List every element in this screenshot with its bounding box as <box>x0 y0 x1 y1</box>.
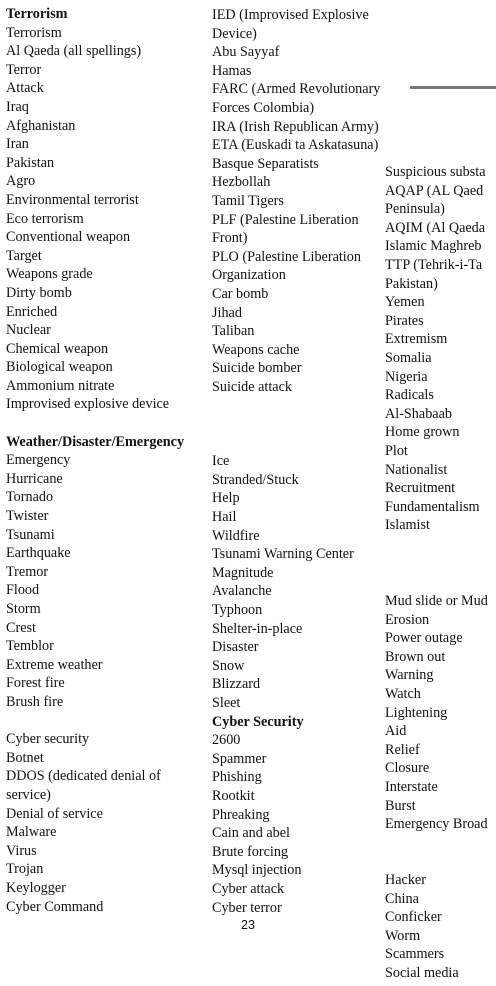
keyword-item: Tsunami <box>6 526 55 543</box>
keyword-item: IED (Improvised Explosive <box>212 7 369 23</box>
page-number: 23 <box>241 918 255 932</box>
keyword-item: Lightening <box>385 704 448 721</box>
keyword-item: Emergency <box>6 452 71 469</box>
keyword-item: Afghanistan <box>6 117 76 134</box>
keyword-item: Taliban <box>212 323 255 340</box>
keyword-item: Phishing <box>212 769 262 786</box>
keyword-item: Disaster <box>212 639 259 656</box>
keyword-item: Tsunami Warning Center <box>212 546 354 563</box>
keyword-item: Conventional weapon <box>6 229 131 246</box>
keyword-item: Worm <box>385 927 421 944</box>
keyword-item: Suspicious substa <box>385 164 486 180</box>
keyword-item: Temblor <box>6 638 54 655</box>
column-3-terrorism <box>385 163 486 535</box>
keyword-item: Agro <box>6 173 36 190</box>
keyword-item: Nuclear <box>6 322 51 339</box>
keyword-item: Radicals <box>385 387 434 404</box>
keyword-item: Botnet <box>6 749 44 766</box>
keyword-item: Fundamentalism <box>385 498 480 515</box>
keyword-item: Keylogger <box>6 879 66 896</box>
keyword-item: Sleet <box>212 694 241 711</box>
keyword-item: ETA (Euskadi ta Askatasuna) <box>212 137 379 154</box>
keyword-item: Nigeria <box>385 368 428 385</box>
keyword-item: Magnitude <box>212 564 274 581</box>
keyword-item: Iran <box>6 136 29 153</box>
keyword-item: Extremism <box>385 331 448 348</box>
keyword-item: Attack <box>6 80 44 97</box>
section-heading: Terrorism <box>6 6 68 22</box>
keyword-item: IRA (Irish Republican Army) <box>212 118 379 135</box>
keyword-item: Interstate <box>385 778 438 795</box>
keyword-item: Mysql injection <box>212 862 302 879</box>
keyword-item: service) <box>6 786 51 803</box>
keyword-item: Iraq <box>6 98 29 115</box>
keyword-item: Brown out <box>385 648 446 665</box>
keyword-item: Jihad <box>212 304 242 321</box>
keyword-item: Brush fire <box>6 693 64 710</box>
keyword-item: 2600 <box>212 732 241 749</box>
keyword-item: PLO (Palestine Liberation <box>212 248 361 265</box>
keyword-item: Flood <box>6 582 40 599</box>
keyword-item: Improvised explosive device <box>6 396 170 413</box>
keyword-item: Help <box>212 490 240 507</box>
keyword-item: AQAP (AL Qaed <box>385 182 484 199</box>
keyword-item: PLF (Palestine Liberation <box>212 211 359 228</box>
keyword-item: Tornado <box>6 489 54 506</box>
keyword-item: Burst <box>385 797 416 814</box>
spacer <box>6 414 184 433</box>
keyword-item: Yemen <box>385 294 425 311</box>
keyword-item: Cain and abel <box>212 825 291 842</box>
keyword-item: Scammers <box>385 946 445 963</box>
keyword-item: Islamist <box>385 517 430 534</box>
keyword-item: Twister <box>6 508 49 525</box>
keyword-item: Cyber Command <box>6 898 104 915</box>
keyword-item: Hezbollah <box>212 174 271 191</box>
keyword-item: Front) <box>212 230 248 247</box>
keyword-item: Car bomb <box>212 285 269 302</box>
keyword-item: Hail <box>212 509 237 526</box>
keyword-item: Storm <box>6 601 41 617</box>
keyword-item: AQIM (Al Qaeda <box>385 219 486 236</box>
keyword-item: Device) <box>212 25 257 42</box>
keyword-item: Peninsula) <box>385 201 445 218</box>
keyword-item: Pirates <box>385 312 424 329</box>
keyword-item: FARC (Armed Revolutionary <box>212 81 381 98</box>
keyword-item: Al-Shabaab <box>385 405 452 422</box>
keyword-item: Snow <box>212 657 245 674</box>
keyword-item: Erosion <box>385 611 430 628</box>
spacer <box>212 415 380 434</box>
keyword-item: Dirty bomb <box>6 284 72 301</box>
keyword-item: Brute forcing <box>212 843 289 860</box>
spacer <box>212 396 380 415</box>
keyword-item: Abu Sayyaf <box>212 44 280 61</box>
column-2 <box>212 6 380 917</box>
keyword-item: Chemical weapon <box>6 340 109 357</box>
keyword-item: Biological weapon <box>6 359 113 376</box>
keyword-item: Environmental terrorist <box>6 191 139 208</box>
keyword-item: Plot <box>385 442 408 459</box>
keyword-item: Conficker <box>385 909 442 926</box>
keyword-item: Closure <box>385 760 430 777</box>
column-1 <box>6 5 184 916</box>
keyword-item: Tremor <box>6 563 49 580</box>
keyword-item: Forces Colombia) <box>212 99 315 116</box>
keyword-item: Cyber security <box>6 731 90 748</box>
keyword-item: Cyber terror <box>212 899 282 916</box>
keyword-item: Relief <box>385 741 420 758</box>
keyword-item: Power outage <box>385 630 463 647</box>
keyword-item: Stranded/Stuck <box>212 471 299 488</box>
keyword-item: Home grown <box>385 424 460 441</box>
arrow-line <box>410 86 496 89</box>
keyword-item: Weapons grade <box>6 266 93 283</box>
keyword-item: Forest fire <box>6 675 65 692</box>
keyword-item: Terror <box>6 61 42 78</box>
keyword-item: TTP (Tehrik-i-Ta <box>385 256 483 273</box>
keyword-item: DDOS (dedicated denial of <box>6 768 161 785</box>
keyword-item: Trojan <box>6 861 44 878</box>
keyword-item: Somalia <box>385 349 432 366</box>
keyword-item: Shelter-in-place <box>212 620 303 637</box>
keyword-item: Eco terrorism <box>6 210 84 227</box>
keyword-item: Social media <box>385 964 459 981</box>
keyword-item: Warning <box>385 667 434 684</box>
keyword-item: Pakistan <box>6 154 55 171</box>
column-3-weather <box>385 592 488 834</box>
keyword-item: Denial of service <box>6 805 103 822</box>
keyword-item: Suicide attack <box>212 378 292 395</box>
keyword-item: Watch <box>385 685 421 702</box>
keyword-item: Emergency Broad <box>385 816 488 833</box>
keyword-item: Virus <box>6 842 37 859</box>
keyword-item: Ammonium nitrate <box>6 377 115 394</box>
keyword-item: Basque Separatists <box>212 155 319 172</box>
keyword-item: Target <box>6 247 42 264</box>
keyword-item: Crest <box>6 619 36 636</box>
keyword-item: Tamil Tigers <box>212 192 284 209</box>
keyword-item: Hacker <box>385 872 426 888</box>
keyword-item: Spammer <box>212 750 267 767</box>
keyword-item: Terrorism <box>6 24 62 41</box>
keyword-item: Enriched <box>6 303 58 320</box>
keyword-item: Blizzard <box>212 676 261 693</box>
keyword-item: Earthquake <box>6 545 71 562</box>
spacer <box>212 434 380 453</box>
keyword-item: Extreme weather <box>6 656 103 673</box>
keyword-item: Recruitment <box>385 480 456 497</box>
keyword-item: Avalanche <box>212 583 272 600</box>
keyword-item: Hurricane <box>6 470 63 487</box>
spacer <box>6 712 184 731</box>
keyword-item: Mud slide or Mud <box>385 593 488 609</box>
keyword-item: Pakistan) <box>385 275 438 292</box>
keyword-item: Suicide bomber <box>212 360 302 377</box>
keyword-item: Organization <box>212 267 286 284</box>
section-heading: Weather/Disaster/Emergency <box>6 433 185 450</box>
keyword-item: Aid <box>385 723 407 740</box>
keyword-item: Typhoon <box>212 602 263 618</box>
keyword-item: Rootkit <box>212 787 255 804</box>
keyword-item: Wildfire <box>212 527 260 544</box>
keyword-item: Phreaking <box>212 806 270 823</box>
keyword-item: Islamic Maghreb <box>385 238 482 255</box>
keyword-item: Weapons cache <box>212 341 300 358</box>
keyword-item: Cyber attack <box>212 880 285 897</box>
keyword-item: Ice <box>212 453 230 470</box>
keyword-item: Hamas <box>212 62 252 79</box>
keyword-item: China <box>385 890 419 907</box>
section-heading: Cyber Security <box>212 713 304 730</box>
keyword-item: Malware <box>6 824 57 841</box>
keyword-item: Al Qaeda (all spellings) <box>6 43 142 60</box>
keyword-item: Nationalist <box>385 461 448 478</box>
